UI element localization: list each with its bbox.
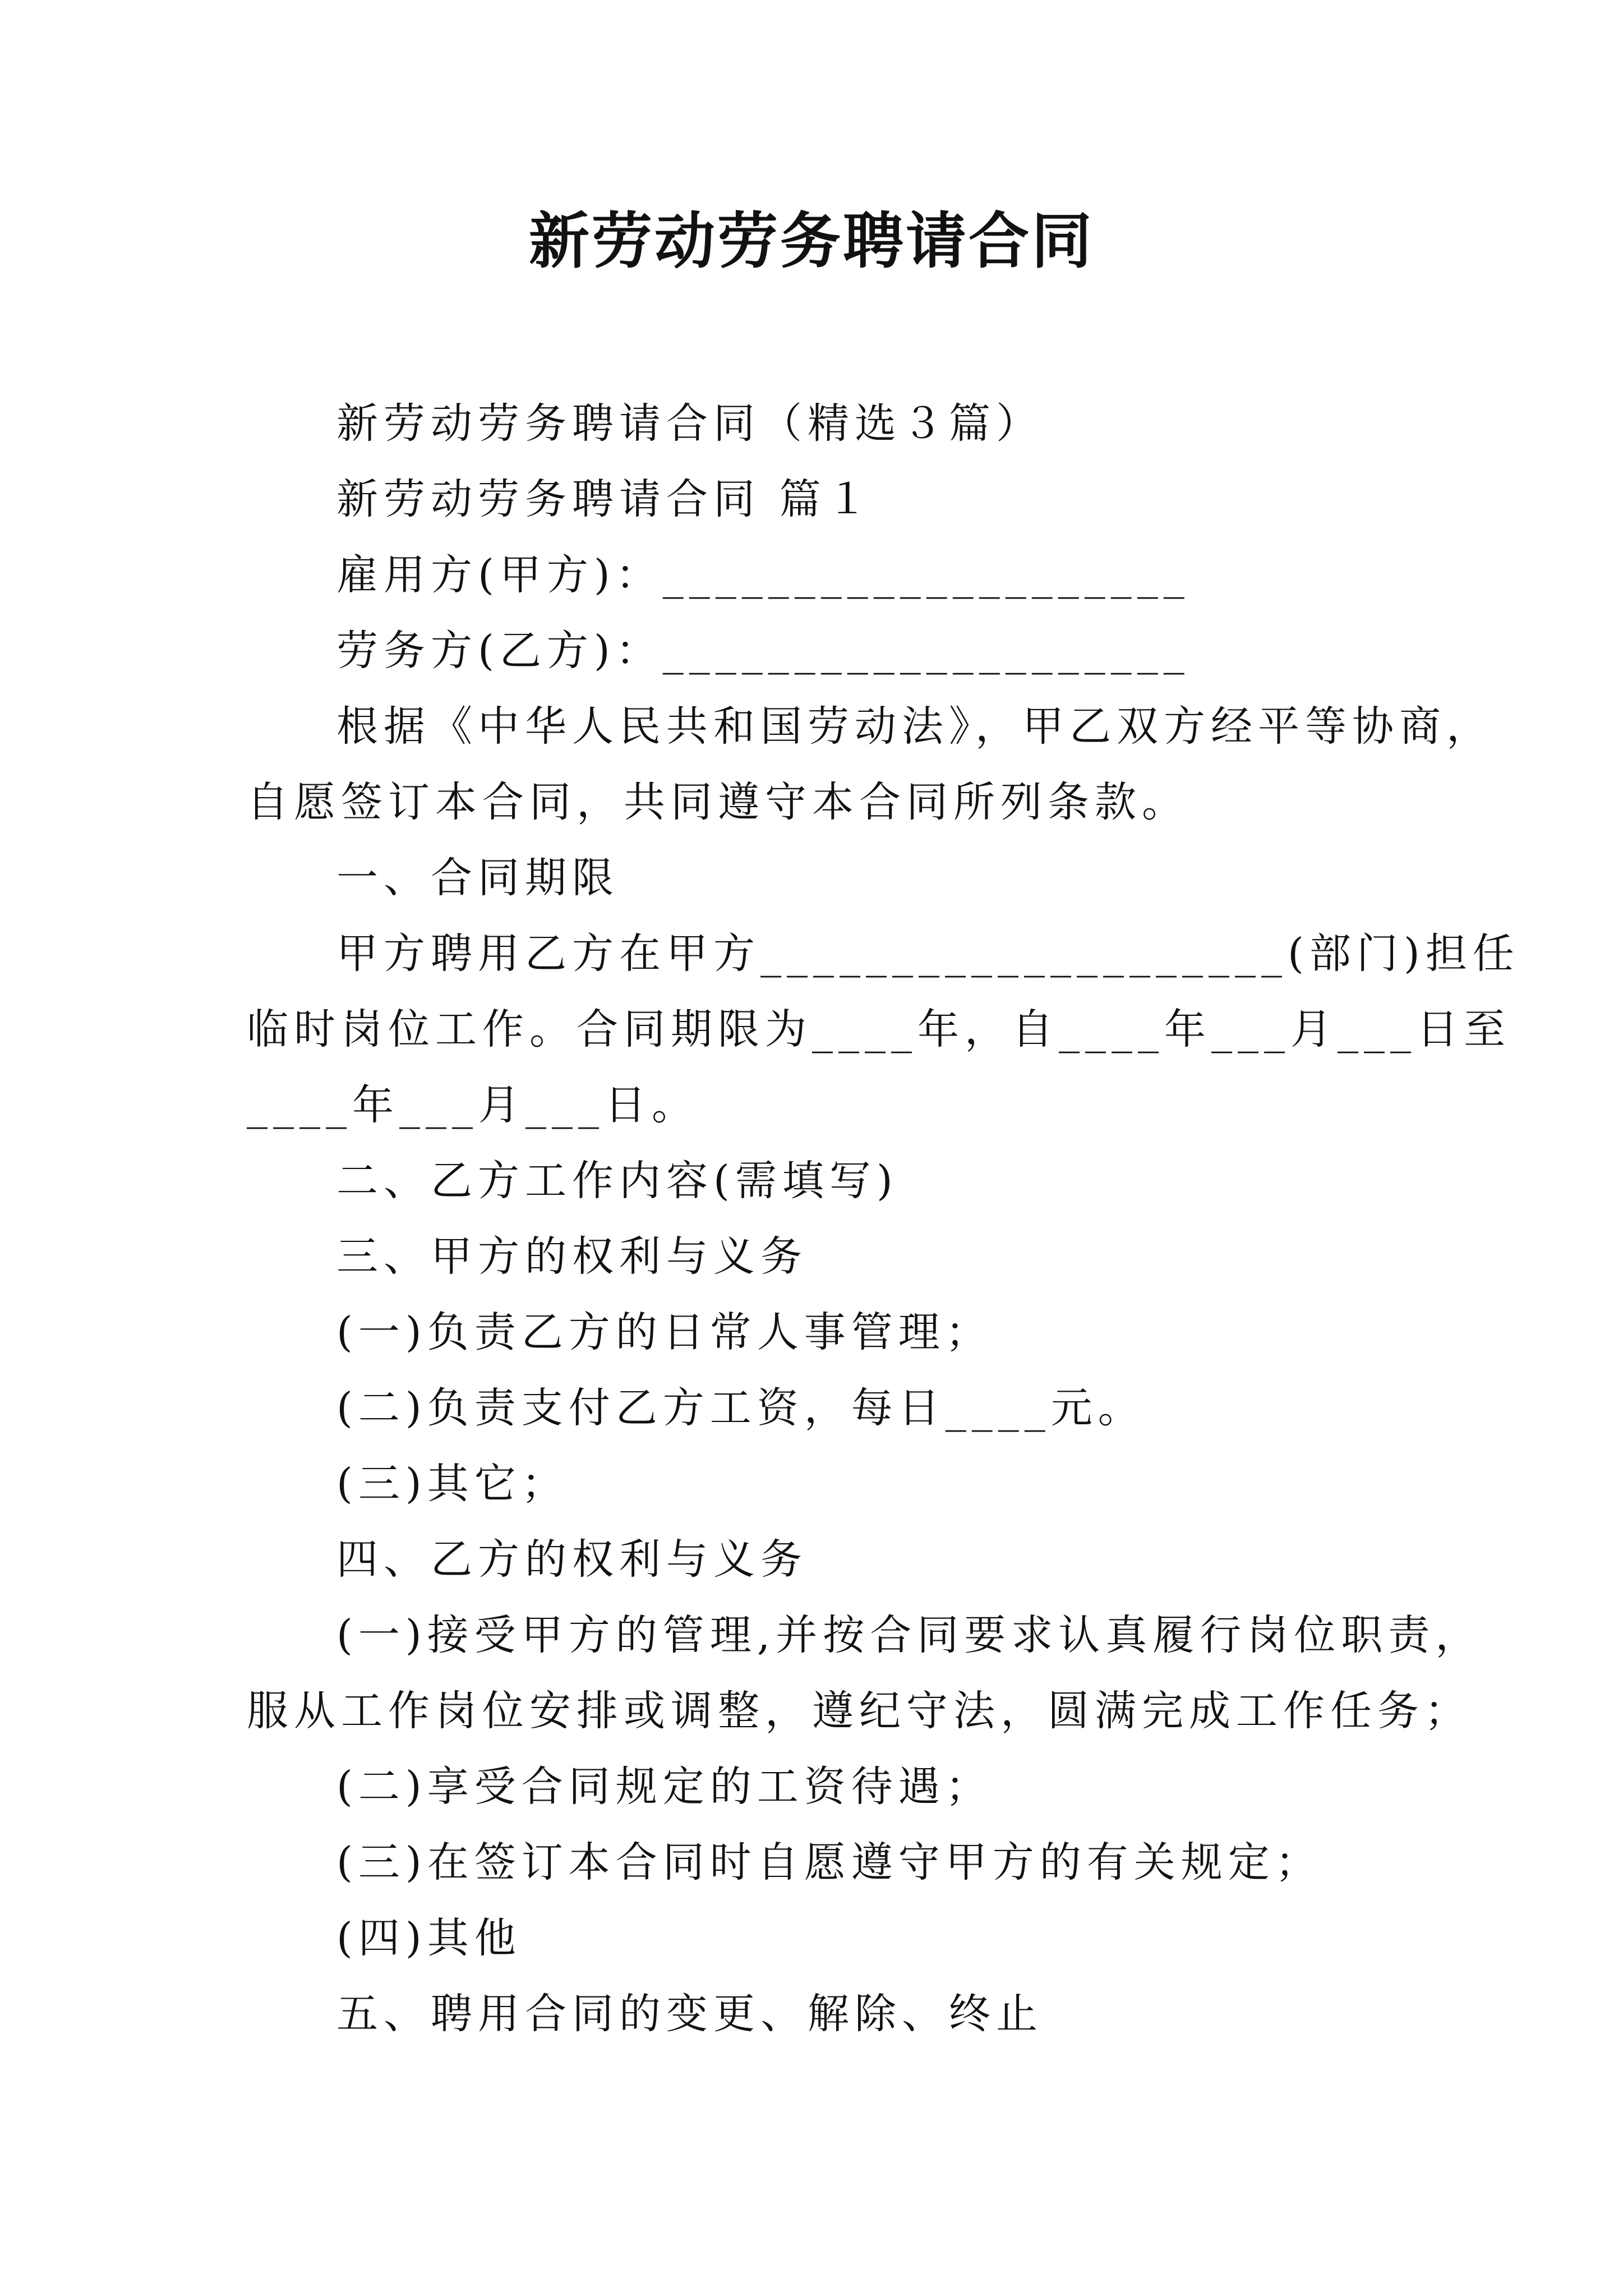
worker-duty-1-line-1: (一)接受甲方的管理,并按合同要求认真履行岗位职责， [336,1611,1483,1659]
preamble-line-1: 根据《中华人民共和国劳动法》，甲乙双方经平等协商， [336,702,1493,751]
clause-heading-5: 五、聘用合同的变更、解除、终止 [336,1990,1043,2038]
clause-heading-3: 三、甲方的权利与义务 [336,1232,808,1281]
document-title: 新劳动劳务聘请合同 [528,206,1094,277]
worker-duty-3: (三)在签订本合同时自愿遵守甲方的有关规定； [336,1838,1322,1887]
worker-field: 劳务方(乙方)：____________________ [336,627,1190,675]
term-line-1: 甲方聘用乙方在甲方____________________(部门)担任 [336,930,1520,978]
preamble-line-2: 自愿签订本合同，共同遵守本合同所列条款。 [247,778,1189,826]
worker-duty-2: (二)享受合同规定的工资待遇； [336,1763,993,1811]
clause-heading-4: 四、乙方的权利与义务 [336,1535,808,1584]
employer-duty-1: (一)负责乙方的日常人事管理； [336,1308,993,1356]
subtitle-selection: 新劳动劳务聘请合同（精选３篇） [336,399,1043,448]
clause-heading-2: 二、乙方工作内容(需填写) [336,1157,898,1205]
employer-duty-3: (三)其它； [336,1460,569,1508]
employer-field: 雇用方(甲方)：____________________ [336,551,1190,599]
term-line-2: 临时岗位工作。合同期限为____年，自____年___月___日至 [247,1005,1511,1053]
term-line-3: ____年___月___日。 [247,1081,699,1129]
employer-duty-2: (二)负责支付乙方工资，每日____元。 [336,1384,1145,1432]
worker-duty-4: (四)其他 [336,1914,522,1962]
worker-duty-1-line-2: 服从工作岗位安排或调整，遵纪守法，圆满完成工作任务； [247,1687,1472,1735]
section-heading-part1: 新劳动劳务聘请合同 篇１ [336,475,874,523]
clause-heading-1: 一、合同期限 [336,854,619,902]
